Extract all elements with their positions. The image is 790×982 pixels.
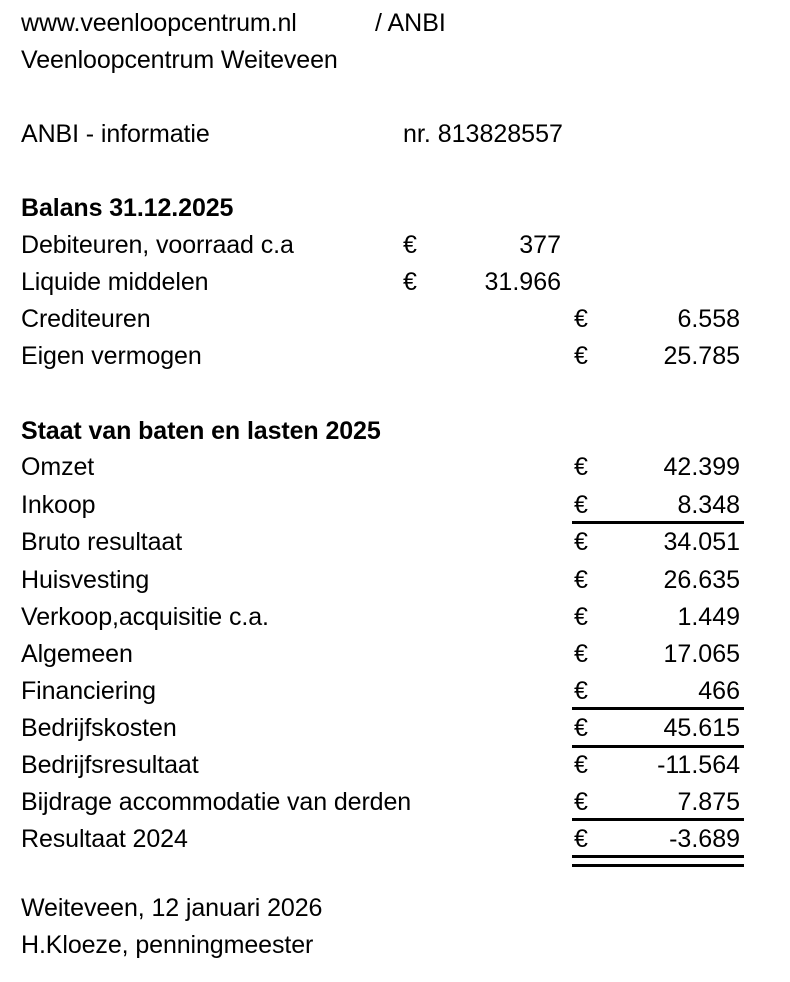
income-row-bedrijfsresultaat [0, 750, 790, 787]
income-label-bijdrage-accommodatie: Bijdrage accommodatie van derden [21, 788, 412, 816]
balance-amount-eigen-vermogen: 25.785 [663, 342, 740, 370]
header-separator-anbi: / ANBI [375, 9, 446, 37]
balance-label-liquide-middelen: Liquide middelen [21, 268, 209, 296]
income-amount-bedrijfsresultaat: -11.564 [657, 751, 740, 779]
income-label-bedrijfsresultaat: Bedrijfsresultaat [21, 751, 199, 779]
anbi-rsin-number: nr. 813828557 [403, 120, 563, 148]
balance-row-crediteuren [0, 304, 790, 341]
currency-symbol: € [574, 788, 588, 816]
currency-symbol: € [574, 714, 588, 742]
currency-symbol: € [574, 453, 588, 481]
currency-symbol: € [574, 677, 588, 705]
income-row-bruto-resultaat [0, 527, 790, 564]
income-amount-omzet: 42.399 [663, 453, 740, 481]
currency-symbol: € [403, 231, 417, 259]
balance-row-debiteuren [0, 230, 790, 267]
currency-symbol: € [574, 528, 588, 556]
subtotal-rule-bedrijfskosten [572, 707, 744, 710]
currency-symbol: € [574, 305, 588, 333]
organisation-name: Veenloopcentrum Weiteveen [21, 46, 338, 74]
income-label-bruto-resultaat: Bruto resultaat [21, 528, 183, 556]
subtotal-rule-bedrijfsresultaat [572, 745, 744, 748]
website-url: www.veenloopcentrum.nl [21, 9, 297, 37]
income-row-huisvesting [0, 565, 790, 602]
income-row-algemeen [0, 639, 790, 676]
income-label-algemeen: Algemeen [21, 640, 133, 668]
income-label-huisvesting: Huisvesting [21, 566, 150, 594]
income-label-resultaat: Resultaat 2024 [21, 825, 188, 853]
balance-row-liquide-middelen [0, 267, 790, 304]
currency-symbol: € [403, 268, 417, 296]
income-statement-title: Staat van baten en lasten 2025 [21, 417, 381, 445]
balance-label-crediteuren: Crediteuren [21, 305, 151, 333]
currency-symbol: € [574, 566, 588, 594]
income-label-financiering: Financiering [21, 677, 156, 705]
currency-symbol: € [574, 825, 588, 853]
income-label-verkoop-acquisitie: Verkoop,acquisitie c.a. [21, 603, 269, 631]
currency-symbol: € [574, 751, 588, 779]
income-amount-algemeen: 17.065 [663, 640, 740, 668]
income-label-omzet: Omzet [21, 453, 95, 481]
balance-label-eigen-vermogen: Eigen vermogen [21, 342, 202, 370]
balance-amount-crediteuren: 6.558 [677, 305, 740, 333]
income-amount-bruto-resultaat: 34.051 [663, 528, 740, 556]
income-amount-resultaat: -3.689 [669, 825, 740, 853]
income-label-bedrijfskosten: Bedrijfskosten [21, 714, 177, 742]
currency-symbol: € [574, 640, 588, 668]
total-rule-double [572, 855, 744, 867]
balance-amount-liquide-middelen: 31.966 [484, 268, 561, 296]
balance-sheet-title: Balans 31.12.2025 [21, 194, 234, 222]
balance-amount-debiteuren: 377 [519, 231, 561, 259]
income-amount-huisvesting: 26.635 [663, 566, 740, 594]
currency-symbol: € [574, 342, 588, 370]
currency-symbol: € [574, 491, 588, 519]
subtotal-rule-bruto-resultaat [572, 521, 744, 524]
income-amount-bijdrage-accommodatie: 7.875 [677, 788, 740, 816]
anbi-info-label: ANBI - informatie [21, 120, 210, 148]
currency-symbol: € [574, 603, 588, 631]
balance-row-eigen-vermogen [0, 341, 790, 378]
income-label-inkoop: Inkoop [21, 491, 96, 519]
income-row-verkoop-acquisitie [0, 602, 790, 639]
subtotal-rule-resultaat [572, 818, 744, 821]
balance-label-debiteuren: Debiteuren, voorraad c.a [21, 231, 294, 259]
income-amount-bedrijfskosten: 45.615 [663, 714, 740, 742]
footer-place-date: Weiteveen, 12 januari 2026 [21, 894, 323, 922]
income-amount-inkoop: 8.348 [677, 491, 740, 519]
income-amount-financiering: 466 [698, 677, 740, 705]
income-row-omzet [0, 452, 790, 489]
income-amount-verkoop-acquisitie: 1.449 [677, 603, 740, 631]
footer-signatory: H.Kloeze, penningmeester [21, 931, 314, 959]
